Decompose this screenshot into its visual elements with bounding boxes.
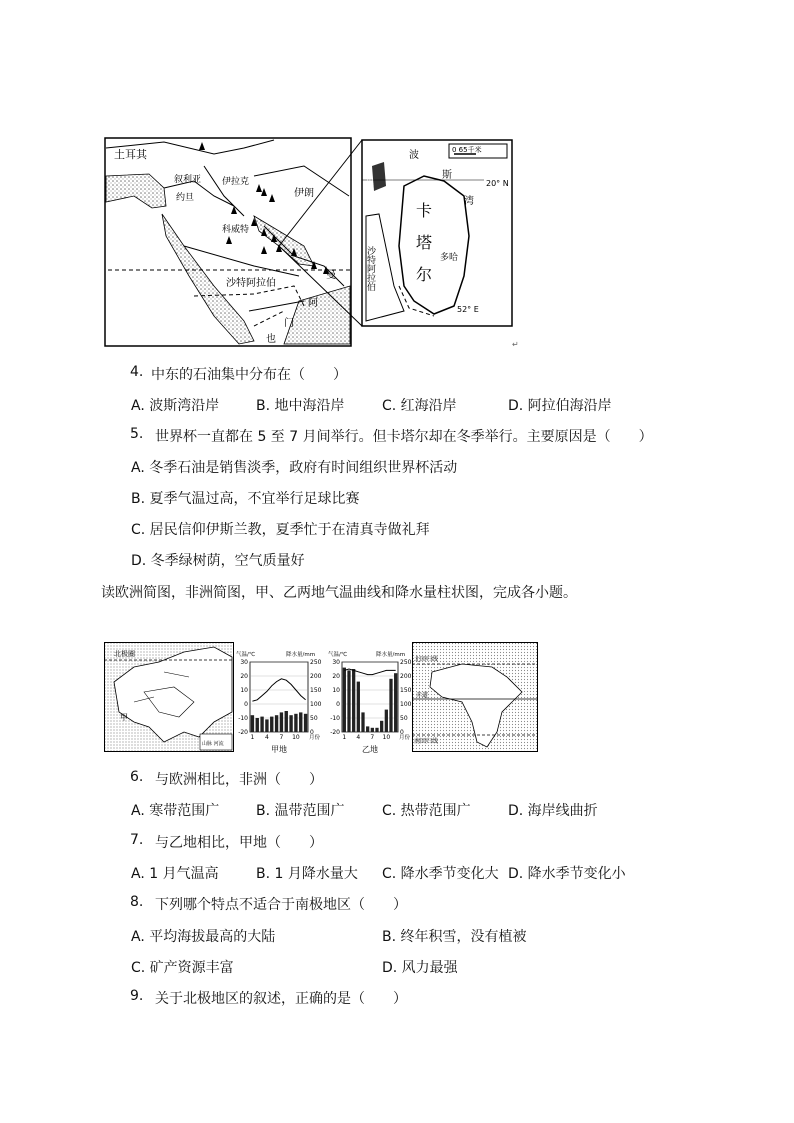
label-oman: 曼 — [326, 270, 336, 281]
inset-saudi: 沙特阿拉伯 — [365, 246, 375, 291]
jia-precip-bar-12 — [304, 714, 307, 732]
yi-temp-tick: 30 — [332, 659, 340, 666]
europe-map — [104, 642, 234, 752]
yi-precip-bar-1 — [343, 668, 346, 732]
jia-month-tick: 4 — [265, 734, 269, 741]
climate-chart-yi — [326, 648, 414, 758]
jia-temp-tick: 20 — [240, 673, 248, 680]
inset-lon: 52° E — [457, 305, 479, 314]
label-iraq: 伊拉克 — [222, 177, 250, 187]
jia-month-tick: 10 — [292, 734, 300, 741]
jia-month-tick: 7 — [279, 734, 284, 741]
inset-bahrain: 巴林 — [365, 178, 375, 194]
yi-month-label: 月份 — [399, 735, 411, 741]
q7-option-c: C. 降水季节变化大 — [382, 866, 499, 882]
q6-text: 与欧洲相比，非洲（ ） — [155, 772, 323, 788]
label-yemen-a: 阿 — [308, 298, 318, 309]
inset-er: 尔 — [416, 265, 433, 284]
q6-number: 6. — [130, 769, 144, 785]
jia-precip-bar-7 — [280, 712, 283, 732]
africa-tropic-s: 南回归线 — [414, 738, 439, 745]
yi-precip-bar-6 — [366, 726, 369, 732]
europe-legend: 山脉 河流 — [202, 741, 224, 747]
label-syria: 叙利亚 — [174, 175, 202, 185]
africa-equator: 赤道 — [416, 692, 429, 699]
jia-precip-tick: 50 — [310, 715, 318, 722]
jia-precip-tick: 250 — [310, 659, 322, 666]
q4-number: 4. — [130, 364, 144, 380]
jia-precip-tick: 0 — [310, 729, 314, 736]
q8-option-b: B. 终年积雪，没有植被 — [382, 929, 527, 945]
jia-temp-tick: 10 — [240, 687, 248, 694]
jia-precip-axis-label: 降水量/mm — [286, 652, 316, 658]
yi-precip-tick: 0 — [400, 729, 404, 736]
jia-month-tick: 1 — [250, 734, 255, 741]
yi-precip-tick: 150 — [400, 687, 412, 694]
yi-temp-tick: 10 — [332, 687, 340, 694]
jia-temp-tick: -10 — [238, 715, 248, 722]
label-jordan: 约旦 — [176, 193, 195, 203]
yi-precip-bar-9 — [380, 721, 383, 732]
yi-temp-tick: 0 — [336, 701, 340, 708]
yi-precip-bar-3 — [352, 669, 355, 732]
jia-precip-bar-3 — [260, 717, 263, 732]
q8-option-c: C. 矿产资源丰富 — [131, 960, 234, 976]
yi-precip-bar-11 — [389, 679, 392, 732]
yi-temp-tick: -20 — [330, 729, 340, 736]
q8-option-a: A. 平均海拔最高的大陆 — [131, 929, 276, 945]
yi-caption: 乙地 — [362, 745, 378, 754]
jia-precip-bar-11 — [299, 712, 302, 732]
inset-si: 斯 — [442, 170, 452, 181]
q7-option-b: B. 1 月降水量大 — [256, 866, 358, 882]
jia-month-label: 月份 — [309, 735, 321, 741]
q5-text: 世界杯一直都在 5 至 7 月间举行。但卡塔尔却在冬季举行。主要原因是（ ） — [155, 429, 653, 445]
inset-ta: 塔 — [416, 233, 433, 252]
europe-jia-label: 甲 — [120, 713, 128, 722]
q6-option-a: A. 寒带范围广 — [131, 803, 220, 819]
inset-ka: 卡 — [416, 201, 433, 220]
yi-precip-bar-10 — [385, 710, 388, 732]
jia-precip-bar-2 — [256, 718, 259, 732]
q4-option-b: B. 地中海沿岸 — [256, 398, 345, 414]
yi-precip-tick: 250 — [400, 659, 412, 666]
jia-precip-bar-10 — [294, 714, 297, 732]
q9-text: 关于北极地区的叙述，正确的是（ ） — [155, 991, 407, 1007]
inset-lat: 20° N — [486, 179, 509, 188]
label-saudi: 沙特阿拉伯 — [226, 278, 276, 289]
jia-precip-bar-5 — [270, 717, 273, 732]
label-yemen-ye: 也 — [266, 334, 276, 345]
yi-precip-bar-12 — [394, 673, 397, 732]
yi-month-tick: 7 — [370, 734, 375, 741]
q7-option-d: D. 降水季节变化小 — [508, 866, 626, 882]
q9-number: 9. — [130, 988, 144, 1004]
q6-option-b: B. 温带范围广 — [256, 803, 345, 819]
yi-month-tick: 1 — [342, 734, 347, 741]
jia-precip-bar-4 — [265, 719, 268, 732]
yi-month-tick: 10 — [382, 734, 391, 741]
inset-bo: 波 — [409, 150, 419, 161]
q6-option-c: C. 热带范围广 — [382, 803, 471, 819]
yi-precip-tick: 200 — [400, 673, 412, 680]
yi-precip-bar-8 — [375, 728, 378, 732]
jia-precip-bar-1 — [251, 715, 254, 732]
label-kuwait: 科威特 — [222, 225, 250, 235]
q5-option-c: C. 居民信仰伊斯兰教，夏季忙于在清真寺做礼拜 — [131, 522, 430, 538]
q4-text: 中东的石油集中分布在（ ） — [151, 367, 347, 383]
q8-option-d: D. 风力最强 — [382, 960, 458, 976]
label-yemen-men: 门 — [284, 318, 294, 329]
yi-precip-bar-5 — [361, 712, 364, 732]
q8-number: 8. — [130, 894, 144, 910]
q8-text: 下列哪个特点不适合于南极地区（ ） — [155, 897, 407, 913]
inset-scale: 0 65千米 — [452, 146, 482, 154]
q4-option-a: A. 波斯湾沿岸 — [131, 398, 220, 414]
jia-precip-tick: 200 — [310, 673, 322, 680]
jia-precip-bar-8 — [285, 711, 288, 732]
q4-option-d: D. 阿拉伯海沿岸 — [508, 398, 612, 414]
middle-east-map — [104, 136, 514, 348]
jia-temp-tick: 0 — [244, 701, 248, 708]
intro-text: 读欧洲简图，非洲简图，甲、乙两地气温曲线和降水量柱状图，完成各小题。 — [101, 585, 577, 601]
q7-text: 与乙地相比，甲地（ ） — [155, 835, 323, 851]
yi-precip-axis-label: 降水量/mm — [376, 652, 406, 658]
yi-month-tick: 4 — [356, 734, 361, 741]
europe-arctic-label: 北极圈 — [114, 650, 135, 658]
yi-temp-tick: -10 — [330, 715, 340, 722]
jia-precip-bar-9 — [289, 715, 292, 732]
jia-temp-tick: 30 — [240, 659, 248, 666]
yi-precip-bar-2 — [347, 670, 350, 732]
yi-temp-tick: 20 — [332, 673, 340, 680]
jia-temp-axis-label: 气温/℃ — [236, 652, 256, 658]
africa-tropic-n: 北回归线 — [414, 656, 439, 663]
yi-precip-bar-7 — [371, 728, 374, 732]
yi-precip-bar-4 — [357, 682, 360, 732]
jia-caption: 甲地 — [271, 745, 287, 754]
yi-temp-axis-label: 气温/℃ — [328, 652, 348, 658]
inset-wan: 湾 — [464, 196, 474, 207]
inset-doha: 多哈 — [440, 253, 459, 263]
yi-precip-tick: 50 — [400, 715, 408, 722]
q7-option-a: A. 1 月气温高 — [131, 866, 219, 882]
africa-map — [412, 642, 538, 752]
q5-number: 5. — [130, 426, 144, 442]
climate-chart-jia — [234, 648, 324, 758]
label-turkey: 土耳其 — [114, 148, 147, 161]
q5-option-b: B. 夏季气温过高，不宜举行足球比赛 — [131, 491, 360, 507]
q5-option-a: A. 冬季石油是销售淡季，政府有时间组织世界杯活动 — [131, 460, 458, 476]
jia-precip-tick: 100 — [310, 701, 322, 708]
q7-number: 7. — [130, 832, 144, 848]
q4-option-c: C. 红海沿岸 — [382, 398, 457, 414]
label-iran: 伊朗 — [294, 188, 314, 199]
jia-temp-tick: -20 — [238, 729, 248, 736]
stray-mark: ↵ — [512, 340, 519, 349]
yi-precip-tick: 100 — [400, 701, 412, 708]
jia-precip-bar-6 — [275, 715, 278, 732]
q5-option-d: D. 冬季绿树荫，空气质量好 — [131, 553, 305, 569]
q6-option-d: D. 海岸线曲折 — [508, 803, 598, 819]
jia-precip-tick: 150 — [310, 687, 322, 694]
